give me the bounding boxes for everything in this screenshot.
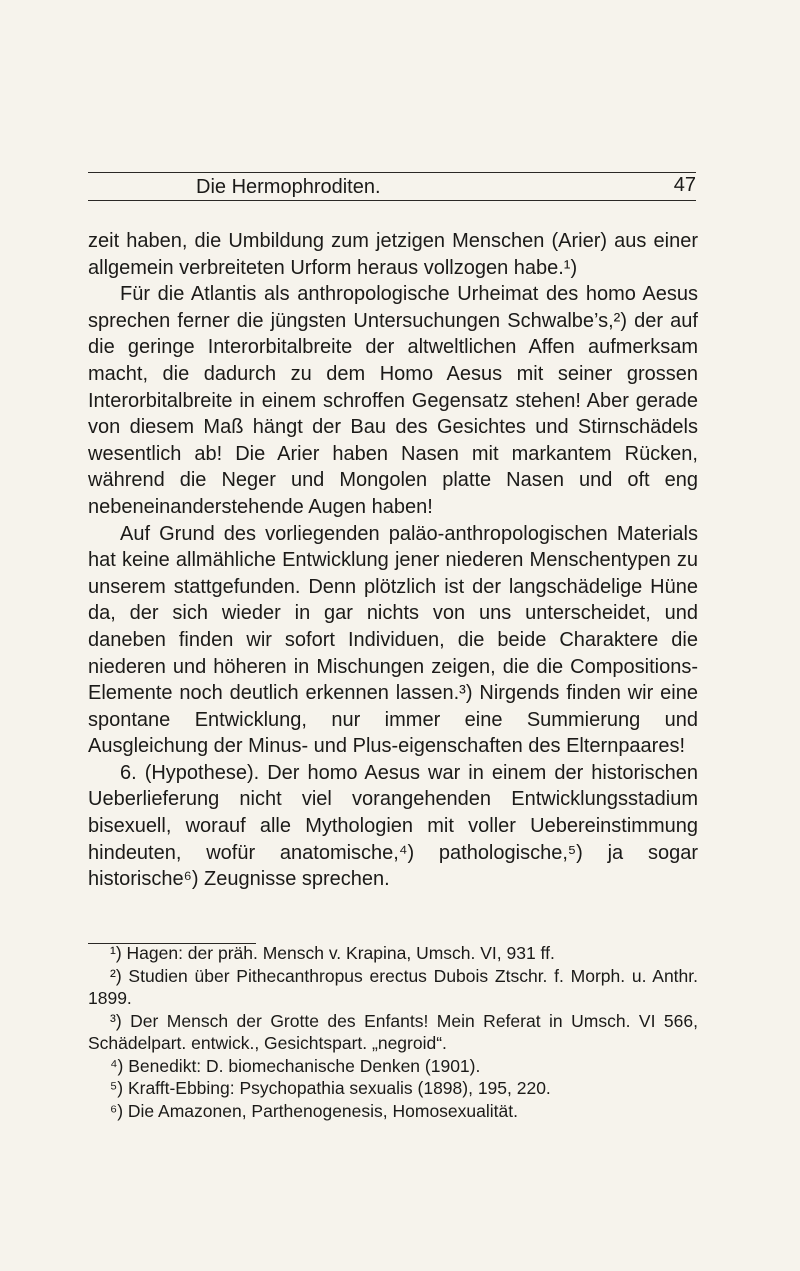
- header-top-rule: [88, 172, 696, 173]
- footnotes: [88, 942, 698, 1122]
- paragraph: 6. (Hypothese). Der homo Aesus war in einem der historischen Ueberlieferung nicht viel vorangehenden Entwicklungsstadium bisexuell, worauf alle Mythologien mit voller Uebereinstimmung hindeuten, wofür anatomische,⁴) pathologische,⁵) ja sogar historische⁶) Zeugnisse sprechen.: [88, 761, 698, 891]
- body-text: [88, 228, 698, 893]
- footnote: ⁴) Benedikt: D. biomechanische Denken (1901).: [110, 1055, 481, 1076]
- footnote: ⁶) Die Amazonen, Parthenogenesis, Homosexualität.: [110, 1100, 518, 1121]
- page-number: 47: [673, 174, 696, 196]
- paragraph: Für die Atlantis als anthropologische Urheimat des homo Aesus sprechen ferner die jüngsten Untersuchungen Schwalbe’s,²) der auf die geringe Interorbitalbreite der altweltlichen Affen aufmerksam macht, die dadurch zu dem Homo Aesus mit seiner grossen Interorbitalbreite in einem schroffen Gegensatz stehen! Aber gerade von diesem Maß hängt der Bau des Gesichtes und Stirnschädels wesentlich ab! Die Arier haben Nasen mit markantem Rücken, während die Neger und Mongolen platte Nasen und oft eng nebeneinanderstehende Augen haben!: [88, 283, 698, 518]
- paragraph: zeit haben, die Umbildung zum jetzigen Menschen (Arier) aus einer allgemein verbreiteten Urform heraus vollzogen habe.¹): [88, 230, 698, 279]
- footnote: ¹) Hagen: der präh. Mensch v. Krapina, Umsch. VI, 931 ff.: [110, 943, 555, 963]
- header-bottom-rule: [88, 200, 696, 201]
- paragraph: Auf Grund des vorliegenden paläo-anthropologischen Materials hat keine allmähliche Entwicklung jener niederen Menschentypen zu unserem stattgefunden. Denn plötzlich ist der langschädelige Hüne da, der sich wieder in gar nichts von uns unterscheidet, und daneben finden wir sofort Individuen, die beide Charaktere die niederen und höheren in Mischungen zeigen, die die Compositions-Elemente noch deutlich erkennen lassen.³) Nirgends finden wir eine spontane Entwicklung, nur immer eine Summierung und Ausgleichung der Minus- und Plus-eigenschaften des Elternpaares!: [88, 522, 698, 758]
- footnote: ²) Studien über Pithecanthropus erectus Dubois Ztschr. f. Morph. u. Anthr. 1899.: [88, 965, 698, 1008]
- footnote: ⁵) Krafft-Ebbing: Psychopathia sexualis (1898), 195, 220.: [110, 1078, 551, 1098]
- page-header: [88, 174, 696, 200]
- footnote: ³) Der Mensch der Grotte des Enfants! Mein Referat in Umsch. VI 566, Schädelpart. entwick., Gesichtspart. „negroid“.: [88, 1010, 698, 1053]
- running-title: Die Hermophroditen.: [196, 176, 381, 198]
